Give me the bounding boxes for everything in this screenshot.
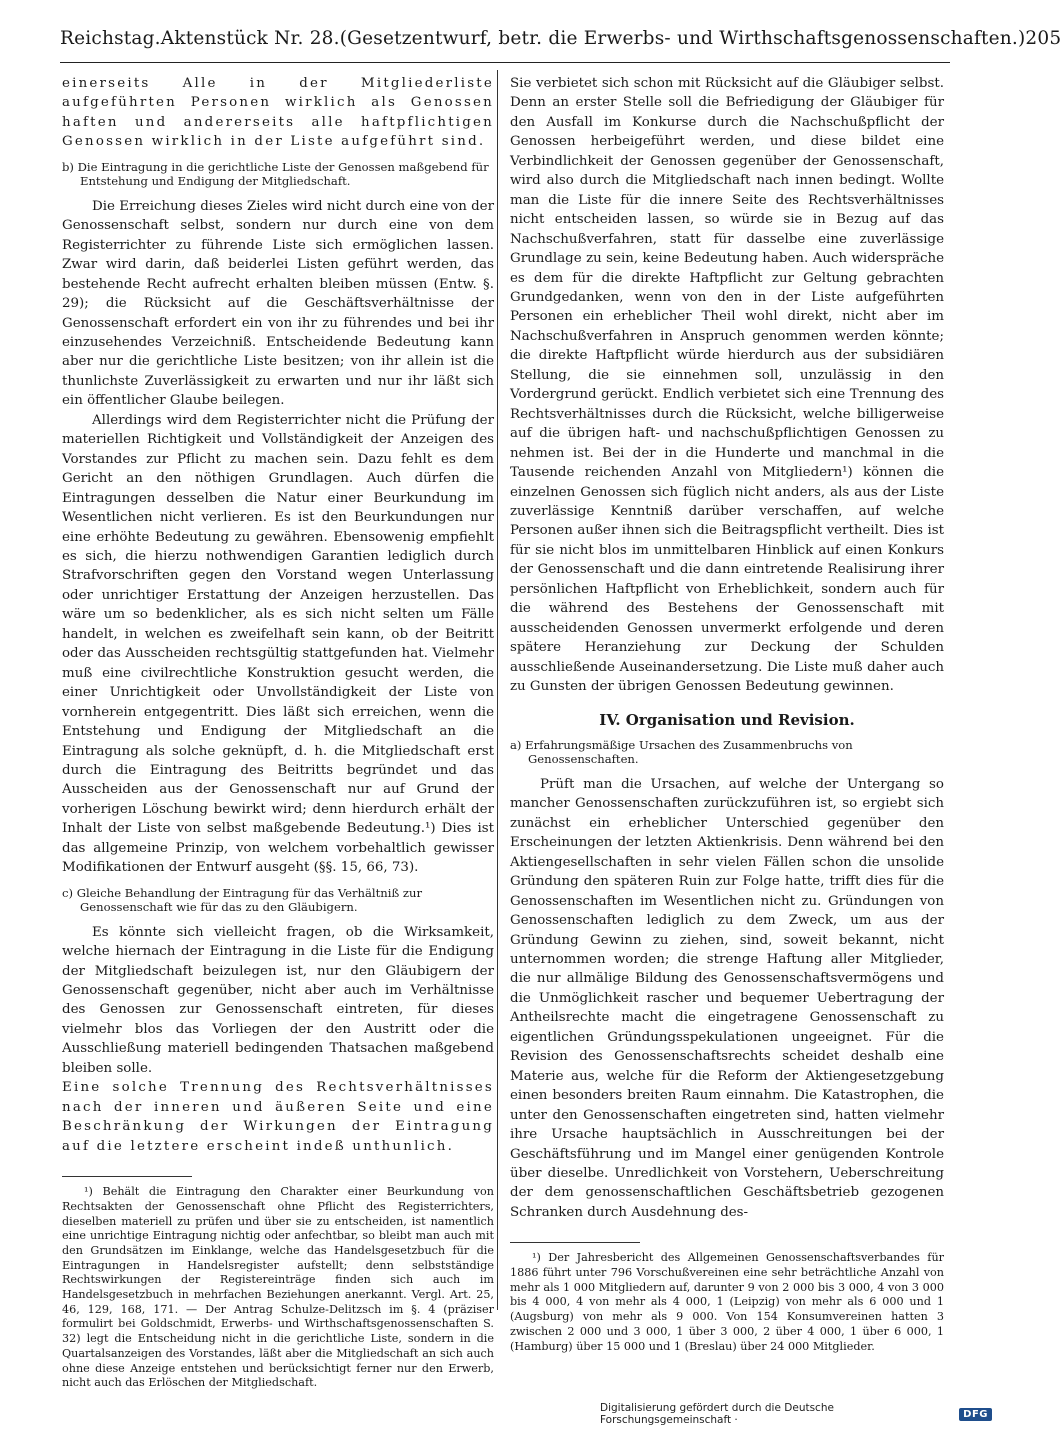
footnote-rule — [62, 1176, 192, 1177]
paragraph: Eine solche Trennung des Rechtsverhältnisses nach der inneren und äußeren Seite und eine Beschränkung der Wirkungen der Eintragung auf die letztere erscheint indeß unthunlich. — [62, 1080, 494, 1154]
subheading-a: a) Erfahrungsmäßige Ursachen des Zusammenbruchs von Genossenschaften. — [510, 737, 853, 767]
section-heading: IV. Organisation und Revision. — [599, 710, 855, 729]
left-column — [62, 74, 494, 1391]
footnote: ¹) Behält die Eintragung den Charakter einer Beurkundung von Rechtsakten der Genossenschaft ohne Pflicht des Registerrichters, dieselben materiell zu prüfen und über sie zu entscheiden, ist namentlich eine unrichtige Eintragung nichtig oder anfechtbar, so bleibt man auch mit den Grundsätzen im Einklange, welche das Handelsgesetzbuch für die Eintragungen in Handelsregister aufstellt; denn selbstständige Rechtswirkungen der Registereinträge finden sich auch im Handelsgesetzbuch in mehrfachen Beziehungen anerkannt. Vergl. Art. 25, 46, 129, 168, 171. — Der Antrag Schulze-Delitzsch im §. 4 (präziser formulirt bei Goldschmidt, Erwerbs- und Wirthschaftsgenossenschaften S. 32) legt die Entscheidung nicht in die gerichtliche Liste, sondern in die Quartalsanzeigen des Vorstandes, läßt aber die Mitgliedschaft an sich auch ohne diese Anzeige entstehen und berücksichtigt ferner nur den Erwerb, nicht auch das Erlöschen der Mitgliedschaft. — [62, 1185, 494, 1390]
subheading-b: b) Die Eintragung in die gerichtliche Liste der Genossen maßgebend für Entstehung und Endigung der Mitgliedschaft. — [62, 159, 489, 189]
digitization-credit — [600, 1404, 992, 1424]
running-header — [60, 28, 1061, 63]
footnote: ¹) Der Jahresbericht des Allgemeinen Genossenschaftsverbandes für 1886 führt unter 796 Vorschußvereinen eine sehr beträchtliche Anzahl von mehr als 1 000 Mitgliedern auf, darunter 9 von 2 000 bis 3 000, 4 von 3 000 bis 4 000, 4 von mehr als 4 000, 1 (Leipzig) von mehr als 6 000 und 1 (Augsburg) von mehr als 9 000. Von 154 Konsumvereinen hatten 3 zwischen 2 000 und 3 000, 1 über 3 000, 2 über 4 000, 1 über 6 000, 1 (Hamburg) über 15 000 und 1 (Breslau) über 24 000 Mitglieder. — [510, 1251, 944, 1353]
column-divider — [497, 70, 498, 1310]
paragraph: einerseits Alle in der Mitgliederliste aufgeführten Personen wirklich als Genossen haften und andererseits alle haftpflichtigen Genossen wirklich in der Liste aufgeführt sind. — [62, 76, 494, 150]
header-title: (Gesetzentwurf, betr. die Erwerbs- und Wirthschaftsgenossenschaften.) — [339, 28, 1026, 49]
paragraph: Prüft man die Ursachen, auf welche der Untergang so mancher Genossenschaften zurückzuführen ist, so ergiebt sich zunächst ein erheblicher Unterschied gegenüber den Erscheinungen der letzten Aktienkrisis. Denn während bei den Aktiengesellschaften in sehr vielen Fällen schon die unsolide Gründung den späteren Ruin zur Folge hatte, trifft dies für die Genossenschaften im Wesentlichen nicht zu. Gründungen von Genossenschaften lediglich zu dem Zweck, um aus der Gründung Gewinn zu ziehen, sind, soweit bekannt, nicht unternommen worden; die strenge Haftung aller Mitglieder, die nur allmälige Bildung des Genossenschaftsvermögens und die Unmöglichkeit rascher und bequemer Uebertragung der Antheilsrechte macht die eingetragene Genossenschaft zu eigentlichen Gründungsspekulationen ungeeignet. Für die Revision des Genossenschaftsrechts scheidet deshalb eine Materie aus, welche für die Reform der Aktiengesetzgebung einen besonders breiten Raum einnahm. Die Katastrophen, die unter den Genossenschaften eingetreten sind, hatten vielmehr ihre Ursache hauptsächlich in Ausschreitungen bei der Geschäftsführung und im Mangel einer genügenden Kontrole über dieselbe. Unredlichkeit von Vorstehern, Ueberschreitung der dem genossenschaftlichen Geschäftsbetrieb gezogenen Schranken durch Ausdehnung des- — [510, 776, 944, 1220]
paragraph: Die Erreichung dieses Zieles wird nicht durch eine von der Genossenschaft selbst, sondern nur durch eine von dem Registerrichter zu führende Liste sich ermöglichen lassen. Zwar wird darin, daß beiderlei Listen geführt werden, das bestehende Recht aufrecht erhalten bleiben müssen (Entw. §. 29); die Rücksicht auf die Geschäftsverhältnisse der Genossenschaft erfordert ein von ihr zu führendes und bei ihr einzusehendes Verzeichniß. Entscheidende Bedeutung kann aber nur die gerichtliche Liste besitzen; von ihr allein ist die thunlichste Zuverlässigkeit zu erwarten und nur ihr läßt sich ein öffentlicher Glaube beilegen. — [62, 198, 494, 409]
credit-text: Digitalisierung gefördert durch die Deutsche Forschungsgemeinschaft · — [600, 1402, 834, 1426]
header-document-number: Aktenstück Nr. 28. — [160, 28, 340, 49]
page-number: 205 — [1025, 28, 1061, 49]
dfg-logo: DFG — [959, 1408, 992, 1421]
header-reichstag: Reichstag. — [60, 28, 161, 49]
paragraph: Es könnte sich vielleicht fragen, ob die Wirksamkeit, welche hiernach der Eintragung in die Liste für die Endigung der Mitgliedschaft beizulegen ist, nur den Gläubigern der Genossenschaft gegenüber, nicht aber auch im Verhältnisse des Genossen zur Genossenschaft eintreten, für dieses vielmehr blos das Vorliegen der den Austritt oder die Ausschließung materiell bedingenden Thatsachen maßgebend bleiben solle. — [62, 924, 494, 1076]
footnote-rule — [510, 1242, 640, 1243]
subheading-c: c) Gleiche Behandlung der Eintragung für das Verhältniß zur Genossenschaft wie für das zu den Gläubigern. — [62, 885, 423, 915]
paragraph: Allerdings wird dem Registerrichter nicht die Prüfung der materiellen Richtigkeit und Vollständigkeit der Anzeigen des Vorstandes zur Pflicht zu machen sein. Dazu fehlt es dem Gericht an den nöthigen Grundlagen. Auch dürfen die Eintragungen desselben die Natur einer Beurkundung im Wesentlichen nicht verlieren. Es ist den Beurkundungen nur eine erhöhte Bedeutung zu gewähren. Ebensowenig empfiehlt es sich, die hierzu nothwendigen Garantien lediglich durch Strafvorschriften gegen den Vorstand wegen Unterlassung oder unrichtiger Erstattung der Anzeigen herzustellen. Das wäre um so bedenklicher, als es sich nicht selten um Fälle handelt, in welchen es zweifelhaft sein kann, ob der Beitritt oder das Ausscheiden rechtsgültig stattgefunden hat. Vielmehr muß eine civilrechtliche Konstruktion gesucht werden, die einer Unrichtigkeit oder Unvollständigkeit der Liste von vornherein entgegentritt. Dies läßt sich erreichen, wenn die Entstehung und Endigung der Mitgliedschaft an die Eintragung als solche geknüpft, d. h. die Mitgliedschaft erst durch die Eintragung des Beitritts begründet und das Ausscheiden aus der Genossenschaft nur auf Grund der vorherigen Löschung bewirkt wird; denn hierdurch erhält der Inhalt der Liste von selbst maßgebende Bedeutung.¹) Dies ist das allgemeine Prinzip, von welchem vorbehaltlich gewisser Modifikationen der Entwurf ausgeht (§§. 15, 66, 73). — [62, 412, 494, 876]
paragraph: Sie verbietet sich schon mit Rücksicht auf die Gläubiger selbst. Denn an erster Stelle soll die Befriedigung der Gläubiger für den Ausfall im Konkurse durch die Nachschußpflicht der Genossen herbeigeführt werden, und diese bildet eine Verbindlichkeit der Genossen gegenüber der Genossenschaft, wird also durch die Mitgliedschaft nach innen bedingt. Wollte man die Liste für die innere Seite des Rechtsverhältnisses nicht entscheiden lassen, so würde sie in Bezug auf das Nachschußverfahren, statt für dasselbe eine zuverlässige Grundlage zu sein, keine Bedeutung haben. Auch widerspräche es dem für die direkte Haftpflicht zur Geltung gebrachten Grundgedanken, wenn von den in der Liste aufgeführten Personen ein erheblicher Theil wohl direkt, nicht aber im Nachschußverfahren in Anspruch genommen werden könnte; die direkte Haftpflicht würde hierdurch aus der subsidiären Stellung, die sie einnehmen soll, unzulässig in den Vordergrund gerückt. Endlich verbietet sich eine Trennung des Rechtsverhältnisses durch die Rücksicht, welche billigerweise auf die übrigen haft- und nachschußpflichtigen Genossen zu nehmen ist. Bei der in die Hunderte und manchmal in die Tausende reichenden Anzahl von Mitgliedern¹) können die einzelnen Genossen sich füglich nicht anders, als aus der Liste zuverlässige Kenntniß darüber verschaffen, auf welche Personen außer ihnen sich die Beitragspflicht vertheilt. Dies ist für sie nicht blos im unmittelbaren Hinblick auf einen Konkurs der Genossenschaft und die dann eintretende Realisirung ihrer persönlichen Haftpflicht von Erheblichkeit, sondern auch für die während des Bestehens der Genossenschaft mit ausscheidenden Genossen unvermerkt erfolgende und deren spätere Heranziehung zur Deckung der Schulden ausschließende Auseinandersetzung. Die Liste muß daher auch zu Gunsten der übrigen Genossen Bedeutung gewinnen. — [510, 76, 944, 695]
right-column — [510, 74, 944, 1354]
